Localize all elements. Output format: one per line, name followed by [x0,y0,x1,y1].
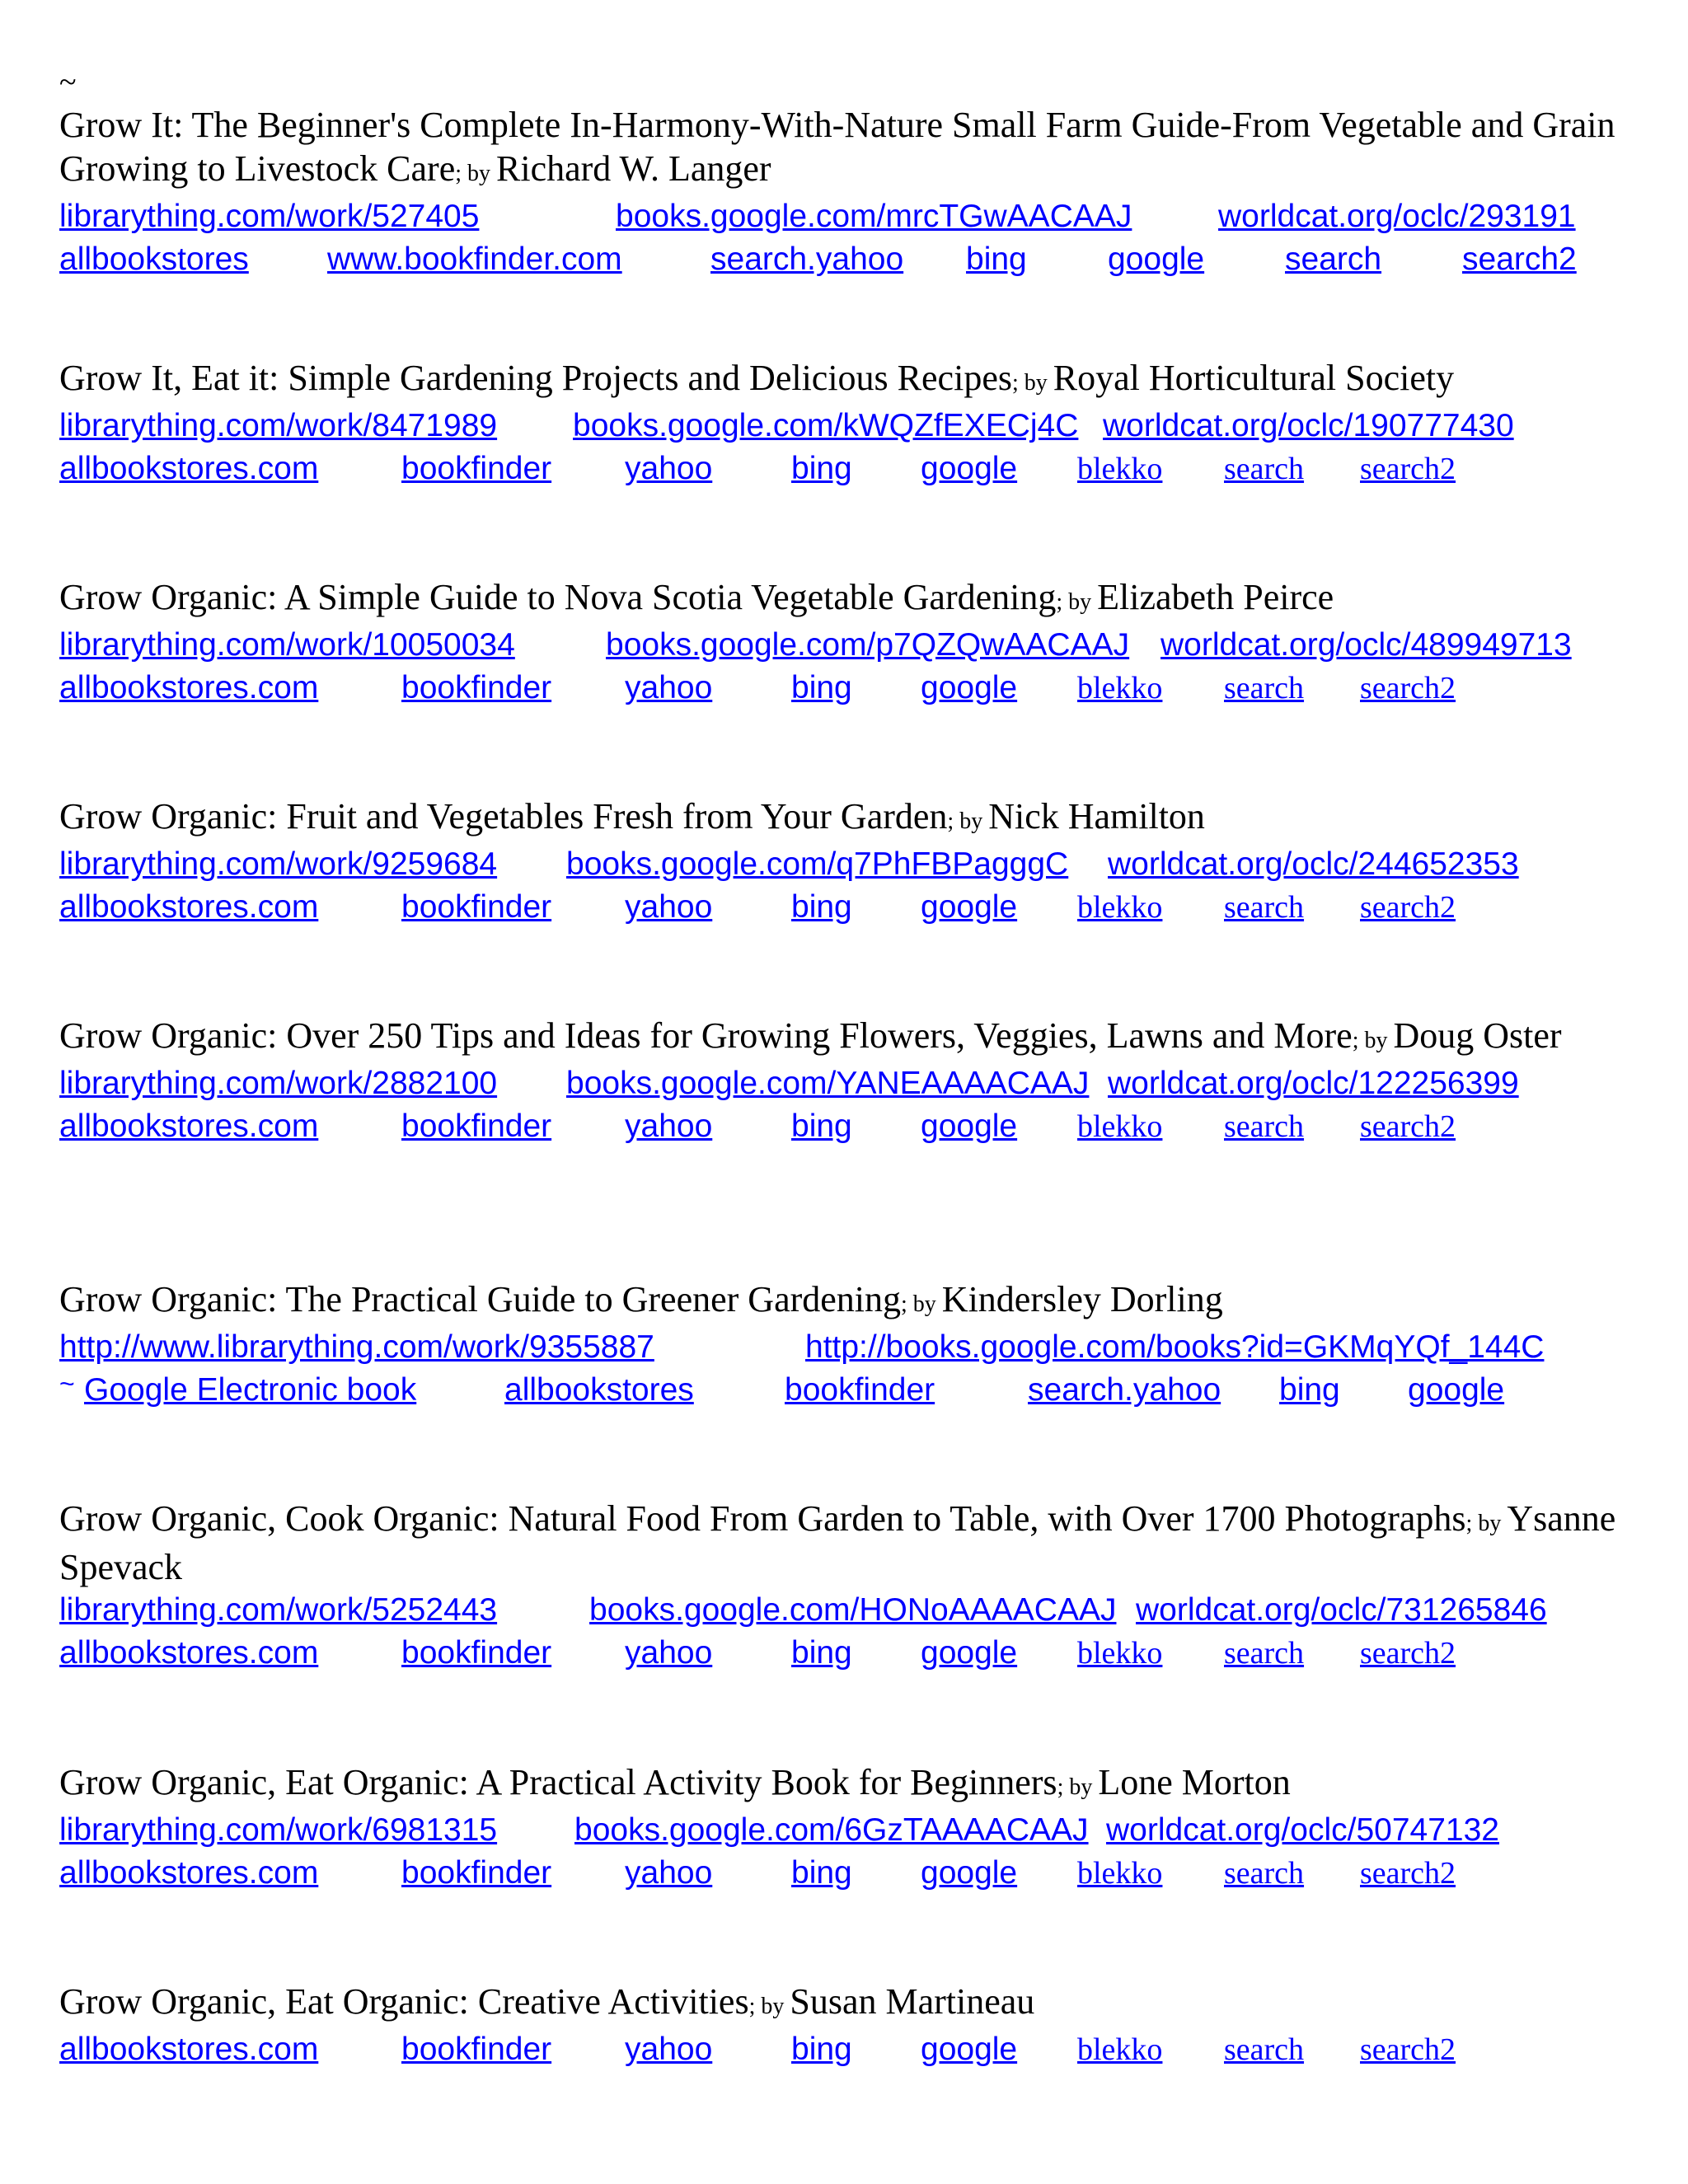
search2-link[interactable]: search2 [1360,1109,1456,1144]
google-link[interactable]: google [921,1108,1018,1144]
bing-link[interactable]: bing [791,1635,852,1671]
bing-link[interactable]: bing [1279,1372,1340,1408]
bookfinder-link[interactable]: bookfinder [401,670,552,705]
yahoo-link[interactable]: yahoo [625,889,713,925]
search-link[interactable]: search [1224,1109,1305,1144]
worldcat-link[interactable]: worldcat.org/oclc/293191 [1218,199,1576,234]
book-title-line [59,1497,1650,1589]
librarything-link[interactable]: http://www.librarything.com/work/9355887 [59,1329,654,1365]
allbookstores-link[interactable]: allbookstores.com [59,1108,319,1144]
book-title: Grow Organic, Eat Organic: Creative Activities [59,1981,749,2022]
blekko-link[interactable]: blekko [1077,452,1163,486]
book-title-line [59,1980,1650,2028]
bing-link[interactable]: bing [791,1855,852,1891]
book-entry [59,575,1650,710]
google-link[interactable]: google [921,1855,1018,1891]
book-author: Susan Martineau [790,1981,1035,2022]
book-title-line [59,575,1650,624]
yahoo-link[interactable]: yahoo [625,2032,713,2067]
yahoo-link[interactable]: yahoo [625,1108,713,1144]
book-title-line [59,1014,1650,1062]
google-books-link[interactable]: books.google.com/q7PhFBPagggC [566,846,1069,882]
google-books-link[interactable]: books.google.com/YANEAAAACAAJ [566,1066,1090,1101]
book-title-line [59,1760,1650,1809]
yahoo-link[interactable]: search.yahoo [710,241,904,277]
book-author: Doug Oster [1393,1015,1562,1056]
bookfinder-link[interactable]: bookfinder [401,1855,552,1891]
search2-link[interactable]: search2 [1360,890,1456,925]
book-title: Grow It, Eat it: Simple Gardening Projects and Delicious Recipes [59,358,1012,398]
bing-link[interactable]: bing [791,670,852,705]
bookfinder-link[interactable]: bookfinder [401,451,552,486]
search2-link[interactable]: search2 [1360,671,1456,705]
yahoo-link[interactable]: yahoo [625,1635,713,1671]
search-link[interactable]: search [1224,2032,1305,2067]
allbookstores-link[interactable]: allbookstores [59,241,249,277]
catalog-links-row [59,843,1650,886]
bookfinder-link[interactable]: bookfinder [785,1372,935,1408]
book-entry [59,356,1650,490]
worldcat-link[interactable]: worldcat.org/oclc/190777430 [1103,408,1514,443]
bing-link[interactable]: bing [791,451,852,486]
librarything-link[interactable]: librarything.com/work/527405 [59,199,480,234]
google-link[interactable]: google [921,889,1018,925]
worldcat-link[interactable]: worldcat.org/oclc/244652353 [1108,846,1519,882]
librarything-link[interactable]: librarything.com/work/5252443 [59,1592,498,1628]
yahoo-link[interactable]: search.yahoo [1028,1372,1221,1408]
book-title: Grow Organic: The Practical Guide to Greener Gardening [59,1279,902,1319]
book-author: Royal Horticultural Society [1053,358,1455,398]
by-separator: ; by [1011,370,1053,396]
search-link[interactable]: search [1224,1636,1305,1671]
librarything-link[interactable]: librarything.com/work/9259684 [59,846,498,882]
by-separator: ; by [947,808,989,834]
google-books-link[interactable]: books.google.com/mrcTGwAACAAJ [616,199,1132,234]
bookfinder-link[interactable]: www.bookfinder.com [327,241,622,277]
google-books-link[interactable]: http://books.google.com/books?id=GKMqYQf_144C [805,1329,1545,1365]
allbookstores-link[interactable]: allbookstores.com [59,451,319,486]
google-link[interactable]: google [1108,241,1205,277]
blekko-link[interactable]: blekko [1077,1856,1163,1891]
allbookstores-link[interactable]: allbookstores.com [59,2032,319,2067]
yahoo-link[interactable]: yahoo [625,1855,713,1891]
search-links-row [59,667,1650,710]
google-link[interactable]: google [921,451,1018,486]
google-link[interactable]: google [921,1635,1018,1671]
bing-link[interactable]: bing [791,889,852,925]
search2-link[interactable]: search2 [1462,241,1577,277]
book-entry [59,794,1650,929]
allbookstores-link[interactable]: allbookstores [504,1372,694,1408]
allbookstores-link[interactable]: allbookstores.com [59,1855,319,1891]
catalog-links-row [59,1809,1650,1852]
book-entry [59,1760,1650,1895]
book-entry [59,103,1650,281]
librarything-link[interactable]: librarything.com/work/6981315 [59,1812,498,1848]
search2-link[interactable]: search2 [1360,2032,1456,2067]
book-title: Grow Organic, Cook Organic: Natural Food From Garden to Table, with Over 1700 Photographs [59,1498,1466,1539]
google-ebook-link[interactable]: Google Electronic book [84,1372,417,1408]
bing-link[interactable]: bing [966,241,1027,277]
search-links-row [59,1369,1650,1412]
book-title: Grow Organic: A Simple Guide to Nova Scotia Vegetable Gardening [59,577,1057,617]
allbookstores-link[interactable]: allbookstores.com [59,1635,319,1671]
book-author: Lone Morton [1098,1762,1291,1802]
search-link[interactable]: search [1224,452,1305,486]
allbookstores-link[interactable]: allbookstores.com [59,670,319,705]
book-title-line [59,103,1650,195]
blekko-link[interactable]: blekko [1077,1636,1163,1671]
search-links-row [59,1105,1650,1148]
book-author: Richard W. Langer [496,148,771,189]
search-link[interactable]: search [1224,890,1305,925]
google-link[interactable]: google [921,2032,1018,2067]
search-link[interactable]: search [1285,241,1382,277]
search-links-row [59,1852,1650,1895]
librarything-link[interactable]: librarything.com/work/2882100 [59,1066,498,1101]
search-links-row [59,238,1650,281]
search-links-row [59,2028,1650,2071]
search2-link[interactable]: search2 [1360,452,1456,486]
bing-link[interactable]: bing [791,1108,852,1144]
bookfinder-link[interactable]: bookfinder [401,889,552,925]
search-links-row [59,886,1650,929]
blekko-link[interactable]: blekko [1077,890,1163,925]
book-author: Ysanne Spevack [59,1498,1616,1587]
book-title-line [59,356,1650,405]
catalog-links-row [59,195,1650,238]
catalog-links-row [59,1589,1650,1632]
bookfinder-link[interactable]: bookfinder [401,2032,552,2067]
search-links-row [59,1632,1650,1675]
by-separator: ; by [1056,589,1098,615]
blekko-link[interactable]: blekko [1077,671,1163,705]
book-title-line [59,1277,1650,1326]
allbookstores-link[interactable]: allbookstores.com [59,889,319,925]
book-author: Kindersley Dorling [941,1279,1223,1319]
worldcat-link[interactable]: worldcat.org/oclc/489949713 [1160,627,1572,663]
book-title: Grow It: The Beginner's Complete In-Harmony-With-Nature Small Farm Guide-From Vegetable and Grain Growing to Livestock Care [59,105,1615,189]
by-separator: ; by [455,161,496,186]
book-author: Nick Hamilton [988,796,1205,837]
by-separator: ; by [1057,1774,1099,1800]
google-books-link[interactable]: books.google.com/p7QZQwAACAAJ [606,627,1130,663]
google-link[interactable]: google [921,670,1018,705]
worldcat-link[interactable]: worldcat.org/oclc/122256399 [1108,1066,1519,1101]
google-books-link[interactable]: books.google.com/HONoAAAACAAJ [589,1592,1117,1628]
book-author: Elizabeth Peirce [1097,577,1334,617]
librarything-link[interactable]: librarything.com/work/8471989 [59,408,498,443]
google-books-link[interactable]: books.google.com/kWQZfEXECj4C [573,408,1079,443]
search-link[interactable]: search [1224,1856,1305,1891]
by-separator: ; by [901,1291,942,1317]
search2-link[interactable]: search2 [1360,1636,1456,1671]
catalog-links-row [59,1326,1650,1369]
book-entry [59,1277,1650,1412]
google-books-link[interactable]: books.google.com/6GzTAAAACAAJ [574,1812,1089,1848]
blekko-link[interactable]: blekko [1077,1109,1163,1144]
librarything-link[interactable]: librarything.com/work/10050034 [59,627,515,663]
catalog-links-row [59,624,1650,667]
catalog-links-row [59,405,1650,448]
worldcat-link[interactable]: worldcat.org/oclc/50747132 [1106,1812,1499,1848]
book-title: Grow Organic, Eat Organic: A Practical Activity Book for Beginners [59,1762,1057,1802]
book-entry [59,1014,1650,1148]
blekko-link[interactable]: blekko [1077,2032,1163,2067]
book-entry [59,1497,1650,1675]
book-title: Grow Organic: Fruit and Vegetables Fresh from Your Garden [59,796,948,837]
bookfinder-link[interactable]: bookfinder [401,1108,552,1144]
google-link[interactable]: google [1408,1372,1505,1408]
book-title: Grow Organic: Over 250 Tips and Ideas for Growing Flowers, Veggies, Lawns and More [59,1015,1353,1056]
book-entry [59,1980,1650,2071]
yahoo-link[interactable]: yahoo [625,451,713,486]
search-link[interactable]: search [1224,671,1305,705]
leading-tilde: ~ [59,65,77,100]
worldcat-link[interactable]: worldcat.org/oclc/731265846 [1136,1592,1547,1628]
bookfinder-link[interactable]: bookfinder [401,1635,552,1671]
search-links-row [59,448,1650,490]
row-prefix-tilde: ~ [59,1369,75,1399]
book-title-line [59,794,1650,843]
by-separator: ; by [748,1994,790,2019]
search2-link[interactable]: search2 [1360,1856,1456,1891]
by-separator: ; by [1352,1028,1394,1053]
by-separator: ; by [1465,1511,1507,1536]
yahoo-link[interactable]: yahoo [625,670,713,705]
catalog-links-row [59,1062,1650,1105]
bing-link[interactable]: bing [791,2032,852,2067]
